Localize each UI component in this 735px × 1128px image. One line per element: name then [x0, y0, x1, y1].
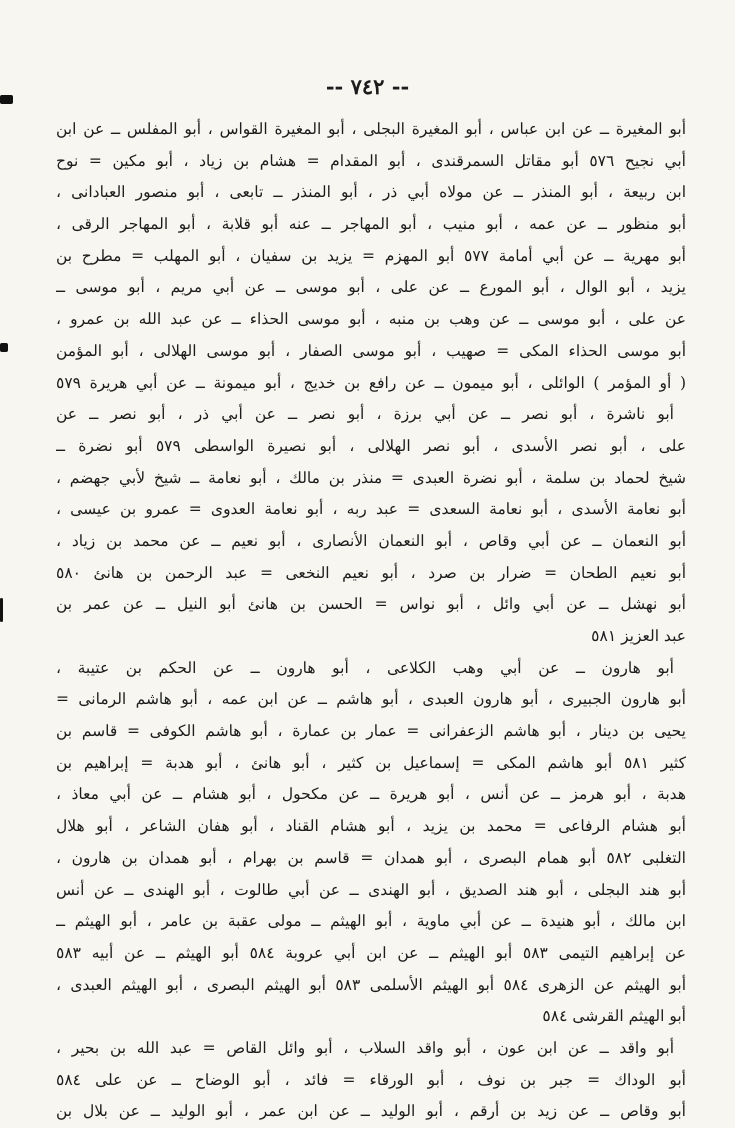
text-line: أبو الهيثم القرشى ٥٨٤: [542, 1007, 686, 1026]
text-line: التغلبى ٥٨٢ أبو همام البصرى ، أبو همدان = قاسم بن بهرام ، أبو همدان بن هارون ،: [56, 848, 686, 867]
text-line: يحيى بن دينار ، أبو هاشم الزعفرانى = عمار بن عمارة ، أبو هاشم الكوفى = قاسم بن: [56, 722, 686, 741]
text-line: أبو هارون الجبيرى ، أبو هارون العبدى ، أبو هاشم ــ عن ابن عمه ، أبو هاشم الرمانى =: [56, 690, 686, 709]
text-line: ابن ربيعة ، أبو المنذر ــ عن مولاه أبي ذر ، أبو المنذر ــ تابعى ، أبو منصور العبادانى ،: [56, 183, 686, 202]
text-line: أبو وقاص ــ عن زيد بن أرقم ، أبو الوليد ــ عن ابن عمر ، أبو الوليد ــ عن بلال بن: [56, 1102, 686, 1121]
text-line: كثير ٥٨١ أبو هاشم المكى = إسماعيل بن كثير ، أبو هانئ ، أبو هدبة = إبراهيم بن: [56, 753, 686, 772]
text-line: يزيد ، أبو الوال ، أبو المورع ــ عن على ، أبو موسى ــ عن أبي مريم ، أبو موسى ــ: [56, 278, 686, 297]
text-line: عن إبراهيم التيمى ٥٨٣ أبو الهيثم ــ عن ابن أبي عروبة ٥٨٤ أبو الهيثم ــ عن أبيه ٥٨٣: [56, 943, 686, 962]
text-line: أبو نعامة الأسدى ، أبو نعامة السعدى = عبد ربه ، أبو نعامة العدوى = عمرو بن عيسى ،: [56, 500, 686, 519]
margin-ink-mark-middle: [0, 343, 8, 352]
text-line: أبو هشام الرفاعى = محمد بن يزيد ، أبو هشام القناد ، أبو هفان الشاعر ، أبو هلال: [56, 817, 686, 836]
text-line: أبو نهشل ــ عن أبي وائل ، أبو نواس = الحسن بن هانئ أبو النيل ــ عن عمر بن: [56, 595, 686, 614]
text-line: أبو المغيرة ــ عن ابن عباس ، أبو المغيرة البجلى ، أبو المغيرة القواس ، أبو المفلس ــ عن ابن: [56, 120, 686, 138]
text-line: أبو مهرية ــ عن أبي أمامة ٥٧٧ أبو المهزم = يزيد بن سفيان ، أبو المهلب = مطرح بن: [56, 246, 686, 265]
page-number: -- ٧٤٢ --: [325, 74, 410, 99]
text-line: أبو الوداك = جبر بن نوف ، أبو الورقاء = فائد ، أبو الوضاح ــ عن على ٥٨٤: [56, 1070, 686, 1089]
text-line: شيخ لحماد بن سلمة ، أبو نضرة العبدى = منذر بن مالك ، أبو نعامة ــ شيخ لأبي جهضم ،: [56, 468, 686, 487]
text-line: أبو النعمان ــ عن أبي وقاص ، أبو النعمان الأنصارى ، أبو نعيم ــ عن محمد بن زياد ،: [56, 531, 686, 550]
text-line: أبو ناشرة ، أبو نصر ــ عن أبي برزة ، أبو نصر ــ عن أبي ذر ، أبو نصر ــ عن: [56, 405, 674, 424]
text-line: على ، أبو نصر الأسدى ، أبو نصر الهلالى ، أبو نصيرة الواسطى ٥٧٩ أبو نضرة ــ: [56, 436, 686, 455]
text-line: أبو الهيثم عن الزهرى ٥٨٤ أبو الهيثم الأسلمى ٥٨٣ أبو الهيثم البصرى ، أبو الهيثم العبدى ،: [56, 975, 686, 994]
text-line: أبو نعيم الطحان = ضرار بن صرد ، أبو نعيم النخعى = عبد الرحمن بن هانئ ٥٨٠: [56, 563, 686, 582]
index-text-block: [56, 114, 686, 1128]
text-line: أبو هند البجلى ، أبو هند الصديق ، أبو الهندى ــ عن أبي طالوت ، أبو الهندى ــ عن أنس: [56, 880, 686, 899]
text-line: أبي نجيح ٥٧٦ أبو مقاتل السمرقندى ، أبو المقدام = هشام بن زياد ، أبو مكين = نوح: [56, 151, 686, 170]
text-line: أبو واقد ــ عن ابن عون ، أبو واقد السلاب ، أبو وائل القاص = عبد الله بن بحير ،: [56, 1038, 674, 1057]
text-line: ( أو المؤمر ) الوائلى ، أبو ميمون ــ عن رافع بن خديج ، أبو ميمونة ــ عن أبي هريرة ٥٧٩: [56, 373, 686, 392]
text-line: عبد العزيز ٥٨١: [591, 627, 686, 645]
text-line: هدبة ، أبو هرمز ــ عن أنس ، أبو هريرة ــ عن مكحول ، أبو هشام ــ عن أبي معاذ ،: [56, 785, 686, 804]
text-line: أبو موسى الحذاء المكى = صهيب ، أبو موسى الصفار ، أبو موسى الهلالى ، أبو المؤمن: [56, 341, 686, 360]
text-line: ابن مالك ، أبو هنيدة ــ عن أبي ماوية ، أبو الهيثم ــ مولى عقبة بن عامر ، أبو الهيثم ــ: [56, 912, 686, 931]
text-line: أبو هارون ــ عن أبي وهب الكلاعى ، أبو هارون ــ عن الحكم بن عتيبة ،: [56, 658, 674, 677]
margin-ink-mark-lower: [0, 598, 3, 622]
text-line: أبو منظور ــ عن عمه ، أبو منيب ، أبو المهاجر ــ عنه أبو قلابة ، أبو المهاجر الرقى ،: [56, 215, 686, 234]
text-line: عن على ، أبو موسى ــ عن وهب بن منبه ، أبو موسى الحذاء ــ عن عبد الله بن عمرو ،: [56, 310, 686, 329]
